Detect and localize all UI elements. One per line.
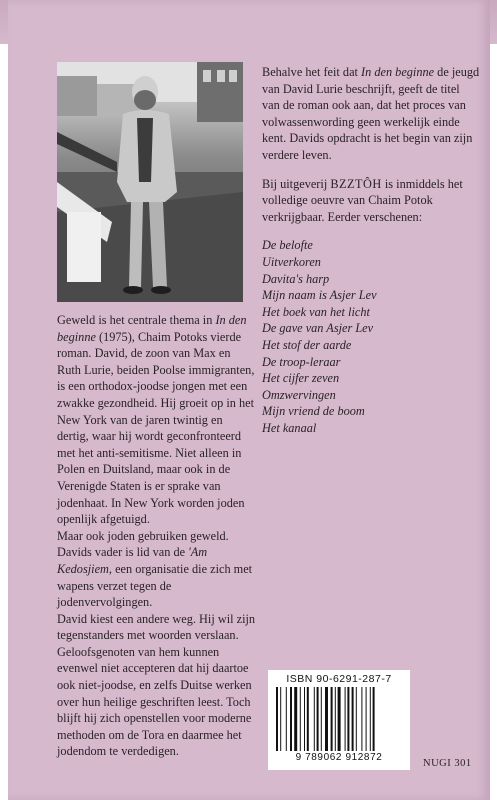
list-item: Het kanaal [262, 420, 317, 435]
barcode-bar [331, 687, 333, 751]
barcode-bar [366, 687, 367, 751]
barcode-bar [280, 687, 281, 751]
barcode [274, 687, 404, 751]
barcode-bar [290, 687, 292, 751]
barcode-bar [356, 687, 357, 751]
list-item: Mijn naam is Asjer Lev [262, 288, 377, 303]
barcode-bar [338, 687, 341, 751]
barcode-bar [361, 687, 362, 751]
publisher-name: BZZTÔH [330, 176, 382, 191]
bibliography-list [262, 237, 480, 436]
barcode-bar [314, 687, 315, 751]
list-item: Het boek van het licht [262, 304, 370, 319]
barcode-bar [286, 687, 287, 751]
barcode-bar [347, 687, 349, 751]
barcode-bar [373, 687, 375, 751]
author-photo [57, 62, 243, 302]
list-item: De troop-leraar [262, 354, 341, 369]
list-item: Omzwervingen [262, 387, 336, 402]
theme-paragraph: Geweld is het centrale thema in In den beginne (1975), Chaim Potoks vierde roman. David, de zoon van Max en Ruth Lurie, beiden Poolse immigranten, is een orthodox-joodse jongen met een zwakke gezondheid. Hij groeit op in het New York van de jaren twintig en dertig, waar hij wordt geconfronteerd met het anti-semitisme. Niet alleen in Polen en Duitsland, maar ook in de Verenigde Staten is er sprake van jodenhaat. In New York worden joden openlijk afgetuigd. [57, 313, 255, 527]
list-item: Mijn vriend de boom [262, 404, 365, 419]
barcode-bar [276, 687, 278, 751]
barcode-bar [307, 687, 309, 751]
intro-paragraph: Behalve het feit dat In den beginne de jeugd van David Lurie beschrijft, geeft de titel van de roman ook aan, dat het proces van volwassenwording geen werkelijk einde kent. Davids opdracht is het begin van zijn verdere leven. [262, 65, 480, 162]
david-paragraph: David kiest een andere weg. Hij wil zijn tegenstanders met woorden verslaan. Geloofsgenoten van hem kunnen evenwel niet accepteren dat hij daartoe ook niet-joodse, en zelfs Duitse werken over hun heilige geschriften leest. Toch blijft hij zich openstellen voor moderne methoden om de Tora en daarmee het jodendom te verdedigen. [57, 611, 256, 759]
list-item: De gave van Asjer Lev [262, 321, 374, 336]
list-item: Het stof der aarde [262, 337, 352, 352]
list-item: Het cijfer zeven [262, 371, 340, 386]
barcode-bar [352, 687, 354, 751]
list-item: De belofte [262, 238, 313, 253]
barcode-bar [325, 687, 328, 751]
right-column [262, 64, 480, 436]
left-column [57, 312, 257, 760]
publisher-paragraph: Bij uitgeverij BZZTÔH is inmiddels het volledige oeuvre van Chaim Potok verkrijgbaar. Eerder verschenen: [262, 176, 463, 224]
isbn-label: ISBN 90-6291-287-7 [286, 673, 392, 685]
barcode-number: 9 789062 912872 [295, 752, 383, 763]
isbn-barcode-box [268, 670, 410, 770]
violence-paragraph: Maar ook joden gebruiken geweld. Davids vader is lid van de 'Am Kedosjiem, een organisatie die zich met wapens verzet tegen de jodenvervolgingen. [57, 528, 253, 610]
book-title-inline: In den beginne [57, 313, 247, 344]
barcode-bar [317, 687, 319, 751]
book-title-inline: In den beginne [361, 65, 435, 79]
barcode-bar [304, 687, 305, 751]
barcode-bar [321, 687, 322, 751]
barcode-bar [335, 687, 336, 751]
barcode-bar [370, 687, 371, 751]
barcode-bar [345, 687, 346, 751]
barcode-bar [294, 687, 297, 751]
list-item: Uitverkoren [262, 254, 321, 269]
list-item: Davita's harp [262, 271, 330, 286]
barcode-bar [300, 687, 301, 751]
nugi-code: NUGI 301 [423, 758, 472, 769]
organisation-name: 'Am Kedosjiem [57, 545, 208, 576]
